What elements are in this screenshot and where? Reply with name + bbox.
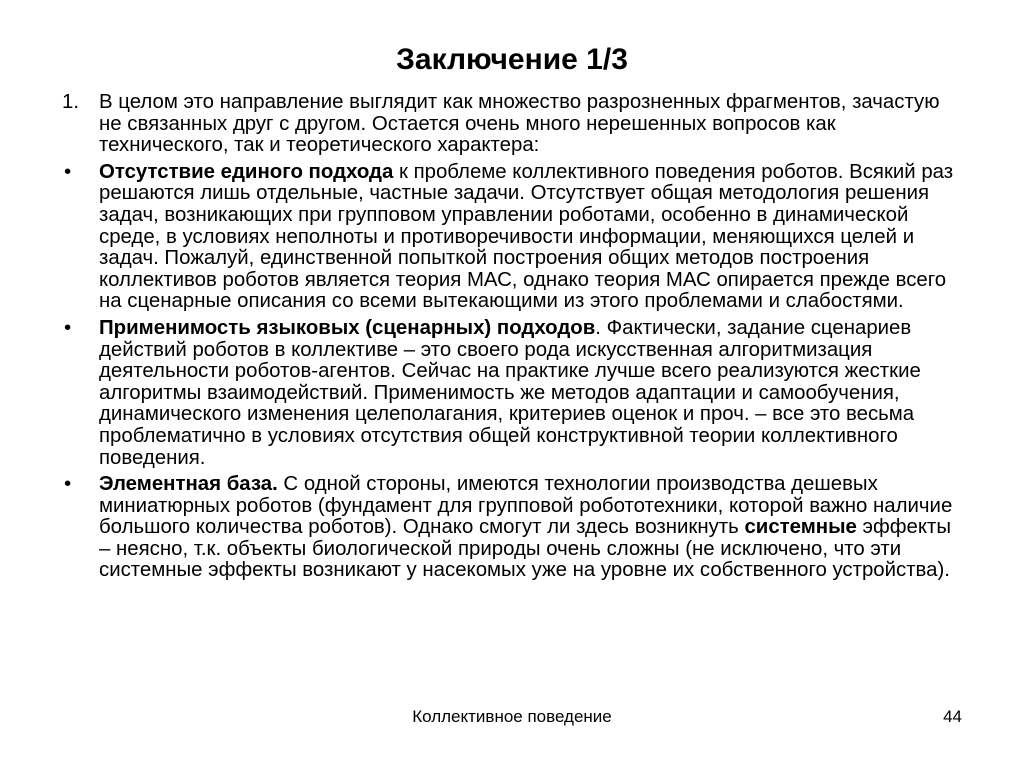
item-emphasis: системные bbox=[744, 516, 857, 539]
list-item-1 bbox=[62, 92, 962, 157]
item-number: 1. bbox=[62, 91, 80, 113]
item-text: В целом это направление выглядит как множество разрозненных фрагментов, зачастую не связанных друг с другом. Остается очень много нерешенных вопросов как технического, так и теоретического характера: bbox=[99, 91, 940, 157]
list-item-language-approaches bbox=[62, 318, 962, 469]
list-item-unified-approach bbox=[62, 162, 962, 313]
item-text: к проблеме коллективного поведения роботов. Всякий раз решаются лишь отдельные, частные задачи. Отсутствует общая методология решения задач, возникающих при групповом управлении роботами, особенно в динамической среде, в условиях неполноты и противоречивости информации, меняющихся целей и задач. Пожалуй, единственной попыткой построения общих методов построения коллективов роботов является теория МАС, однако теория МАС опирается прежде всего на сценарные описания со всеми вытекающими из этого проблемами и слабостями. bbox=[99, 160, 954, 313]
bullet-icon: • bbox=[64, 316, 72, 339]
page-number: 44 bbox=[943, 707, 962, 726]
list-item-element-base bbox=[62, 474, 962, 582]
item-text: . Фактически, задание сценариев действий роботов в коллективе – это своего рода искусственная алгоритмизация деятельности роботов-агентов. Сейчас на практике лучше всего реализуются жесткие алгоритмы взаимодействий. Применимость же методов адаптации и самообучения, динамического изменения целеполагания, критериев оценок и проч. – все это весьма проблематично в условиях отсутствия общей конструктивной теории коллективного поведения. bbox=[99, 316, 921, 469]
item-heading: Элементная база. bbox=[99, 473, 278, 496]
item-text: С одной стороны, имеются технологии производства дешевых миниатюрных роботов (фундамент для групповой робототехники, которой важно наличие большого количества роботов). Однако смогут ли здесь возникнуть bbox=[99, 473, 953, 539]
bullet-icon: • bbox=[64, 160, 72, 183]
bullet-icon: • bbox=[64, 473, 72, 496]
item-heading: Отсутствие единого подхода bbox=[99, 160, 394, 183]
item-text-continued: эффекты – неясно, т.к. объекты биологической природы очень сложны (не исключено, что эти системные эффекты возникают у насекомых уже на уровне их собственного устройства). bbox=[99, 516, 951, 582]
item-heading: Применимость языковых (сценарных) подходов bbox=[99, 316, 596, 339]
slide-title: Заключение 1/3 bbox=[396, 43, 628, 76]
slide-content bbox=[62, 92, 962, 587]
footer-title: Коллективное поведение bbox=[412, 707, 612, 726]
